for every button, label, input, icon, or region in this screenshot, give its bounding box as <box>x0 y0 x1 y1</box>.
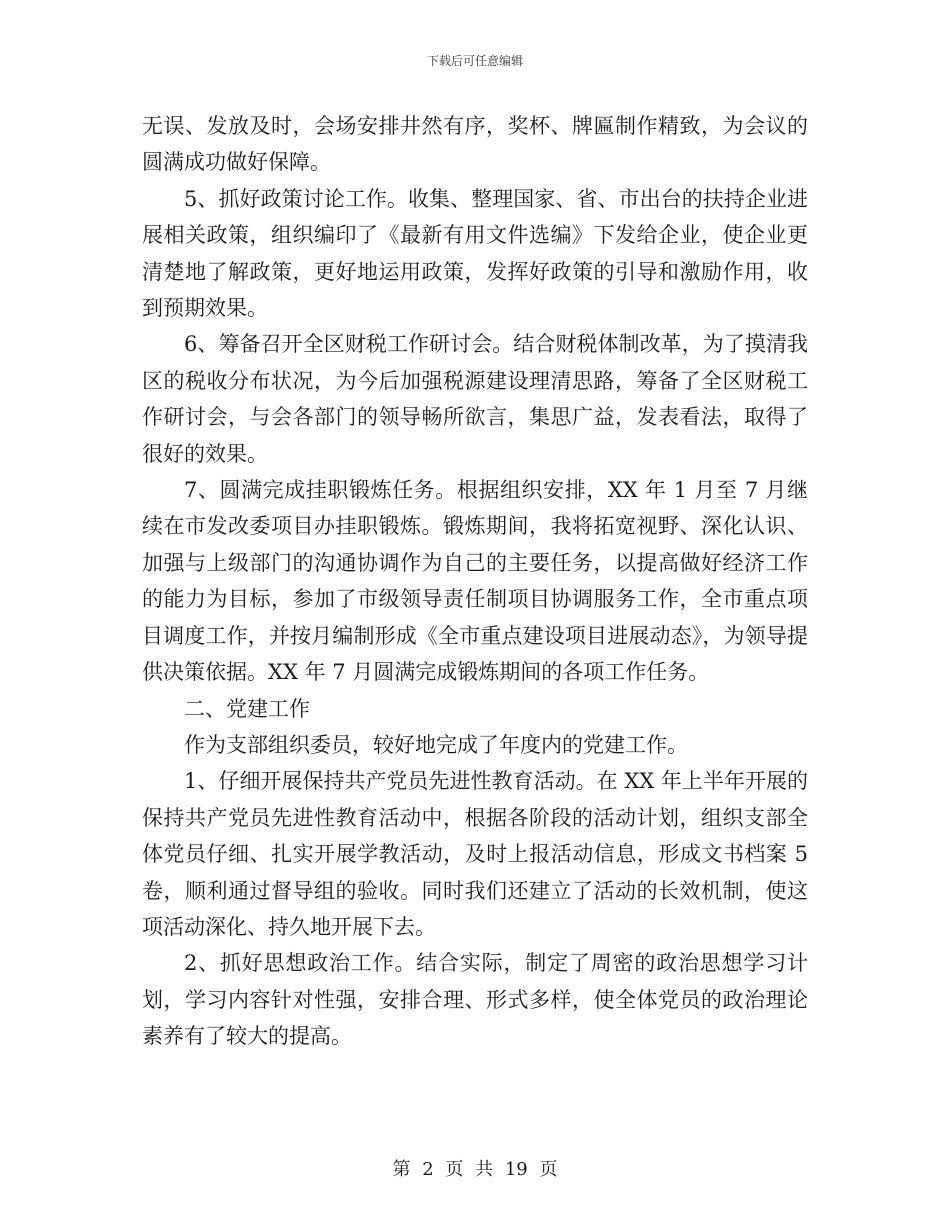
section-heading-party-building: 二、党建工作 <box>184 696 310 721</box>
paragraph-6: 作为支部组织委员，较好地完成了年度内的党建工作。 <box>184 732 688 757</box>
page-header-note: 下载后可任意编辑 <box>426 54 523 68</box>
paragraph-1: 无误、发放及时，会场安排井然有序，奖杯、牌匾制作精致，为会议的圆满成功做好保障。 <box>142 114 808 175</box>
paragraph-2: 5、抓好政策讨论工作。收集、整理国家、省、市出台的扶持企业进展相关政策，组织编印了《最新有用文件选编》下发给企业，使企业更清楚地了解政策，更好地运用政策，发挥好政策的引导和激励作用，收到预期效果。 <box>142 186 808 321</box>
paragraph-4: 7、圆满完成挂职锻炼任务。根据组织安排，XX 年 1 月至 7 月继续在市发改委项目办挂职锻炼。锻炼期间，我将拓宽视野、深化认识、加强与上级部门的沟通协调作为自己的主要任务，以提高做好经济工作的能力为目标，参加了市级领导责任制项目协调服务工作，全市重点项目调度工作，并按月编制形成《全市重点建设项目进展动态》，为领导提供决策依据。XX 年 7 月圆满完成锻炼期间的各项工作任务。 <box>142 478 808 685</box>
page-number: 第 2 页 共 19 页 <box>392 1159 558 1180</box>
document-body <box>142 108 808 1055</box>
paragraph-8: 2、抓好思想政治工作。结合实际，制定了周密的政治思想学习计划，学习内容针对性强，安排合理、形式多样，使全体党员的政治理论素养有了较大的提高。 <box>142 951 808 1049</box>
paragraph-7: 1、仔细开展保持共产党员先进性教育活动。在 XX 年上半年开展的保持共产党员先进性教育活动中，根据各阶段的活动计划，组织支部全体党员仔细、扎实开展学教活动，及时上报活动信息，形成文书档案 5 卷，顺利通过督导组的验收。同时我们还建立了活动的长效机制，使这项活动深化、持久地开展下去。 <box>142 769 808 939</box>
paragraph-3: 6、筹备召开全区财税工作研讨会。结合财税体制改革，为了摸清我区的税收分布状况，为今后加强税源建设理清思路，筹备了全区财税工作研讨会，与会各部门的领导畅所欲言，集思广益，发表看法，取得了很好的效果。 <box>142 332 808 466</box>
